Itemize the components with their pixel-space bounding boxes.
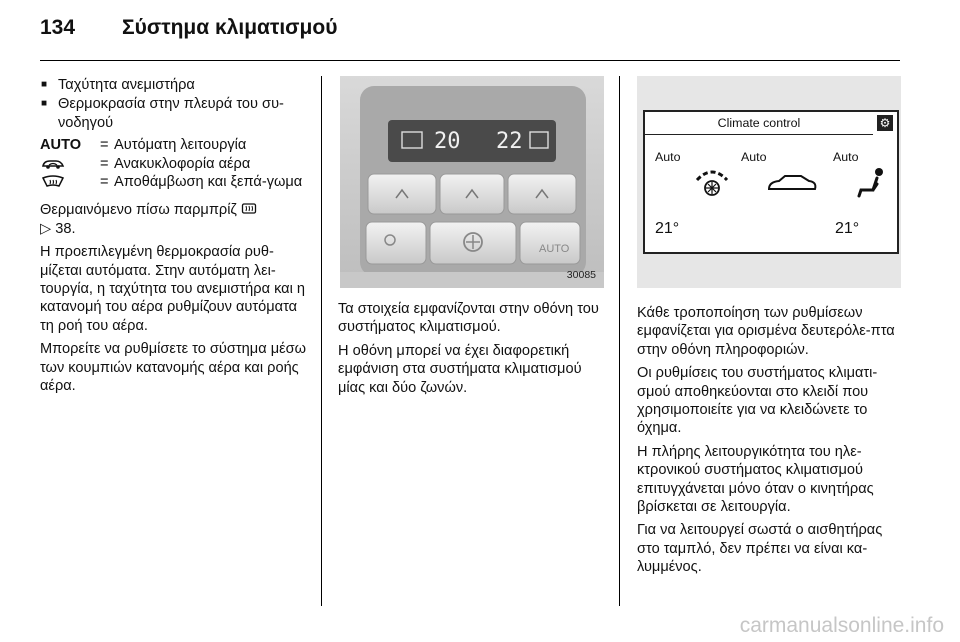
auto-label-left: Auto <box>655 150 681 164</box>
settings-icon[interactable]: ⚙ <box>877 115 893 131</box>
column-2 <box>338 76 606 402</box>
air-distribution-button[interactable] <box>508 174 576 214</box>
paragraph: Τα στοιχεία εμφανίζονται στην οθόνη του συστήματος κλιματισμού. <box>338 301 599 336</box>
defrost-icon <box>40 175 66 189</box>
auto-label-center: Auto <box>741 150 767 164</box>
temp-left: 21° <box>655 220 680 237</box>
column-3 <box>637 76 901 582</box>
column-1 <box>40 76 310 401</box>
paragraph: Θερμαινόμενο πίσω παρμπρίζ ▷ 38. <box>40 201 310 238</box>
air-distribution-button[interactable] <box>440 174 504 214</box>
column-divider-1 <box>321 76 322 606</box>
display-panel <box>643 110 899 254</box>
air-recirculation-car-icon <box>765 172 819 196</box>
paragraph: Η πλήρης λειτουργικότητα του ηλε-κτρονικού συστήματος κλιματισμού επιτυγχάνεται μόνο όταν ο κινητήρας βρίσκεται σε λειτουργία. <box>637 443 874 516</box>
chapter-title: Σύστημα κλιματισμού <box>122 16 338 39</box>
paragraph: Οι ρυθμίσεις του συστήματος κλιματι-σμού αποθηκεύονται στο κλειδί που χρησιμοποιείτε για να κλειδώνετε το όχημα. <box>637 365 878 437</box>
header-divider <box>40 60 900 61</box>
legend-value: Αυτόματη λειτουργία <box>114 137 247 154</box>
page-ref-arrow-icon: ▷ <box>40 220 52 237</box>
legend-row: AUTO = Αυτόματη λειτουργία <box>40 136 310 154</box>
right-temp-display: 22 <box>496 129 523 154</box>
legend-key-auto: AUTO <box>40 137 82 154</box>
auto-button-label: AUTO <box>539 243 570 255</box>
paragraph: Η οθόνη μπορεί να έχει διαφορετική εμφάνιση στα συστήματα κλιματισμού μίας και δύο ζωνών. <box>338 342 582 396</box>
screen-title: Climate control <box>645 112 873 135</box>
left-temp-display: 20 <box>434 129 461 154</box>
column-divider-2 <box>619 76 620 606</box>
legend-row: = Αποθάμβωση και ξεπά-γωμα <box>40 173 310 191</box>
page-reference[interactable]: 38. <box>55 220 76 237</box>
bullet-item: ■ Θερμοκρασία στην πλευρά του συ-νοδηγού <box>40 95 310 132</box>
climate-control-screen <box>637 76 901 288</box>
climate-panel-illustration <box>340 76 604 288</box>
page-number: 134 <box>40 16 76 39</box>
recirculation-icon <box>40 157 66 171</box>
legend-row: = Ανακυκλοφορία αέρα <box>40 155 310 173</box>
fan-speed-icon <box>691 166 733 200</box>
bullet-item: ■ Ταχύτητα ανεμιστήρα <box>40 76 310 94</box>
paragraph: Μπορείτε να ρυθμίσετε το σύστημα μέσω των κουμπιών κατανομής αέρα και ροής αέρα. <box>40 341 307 395</box>
paragraph: Για να λειτουργεί σωστά ο αισθητήρας στο ταμπλό, δεν πρέπει να είναι κα-λυμμένος. <box>637 522 883 576</box>
climate-panel-photo <box>340 76 604 288</box>
rear-window-heating-icon <box>241 202 257 216</box>
legend-value: Αποθάμβωση και ξεπά-γωμα <box>114 174 303 191</box>
temp-right: 21° <box>835 220 860 237</box>
bullet-list <box>40 76 310 132</box>
air-distribution-seat-icon <box>855 166 887 200</box>
air-distribution-button[interactable] <box>368 174 436 214</box>
legend-value: Ανακυκλοφορία αέρα <box>114 155 251 172</box>
symbol-legend <box>40 136 310 191</box>
paragraph: Κάθε τροποποίηση των ρυθμίσεων εμφανίζεται για ορισμένα δευτερόλε-πτα στην οθόνη πληροφοριών. <box>637 305 895 358</box>
auto-label-right: Auto <box>833 150 859 164</box>
page-header <box>40 16 900 60</box>
watermark: carmanualsonline.info <box>739 614 944 637</box>
image-number: 30085 <box>566 268 596 281</box>
fan-minus-button[interactable] <box>366 222 426 264</box>
paragraph: Η προεπιλεγμένη θερμοκρασία ρυθ-μίζεται αυτόματα. Στην αυτόματη λει-τουργία, η ταχύτητα του ανεμιστήρα και η κατανομή του αέρα ρυθμίζουν αυτόματα τη ροή του αέρα. <box>40 244 306 334</box>
